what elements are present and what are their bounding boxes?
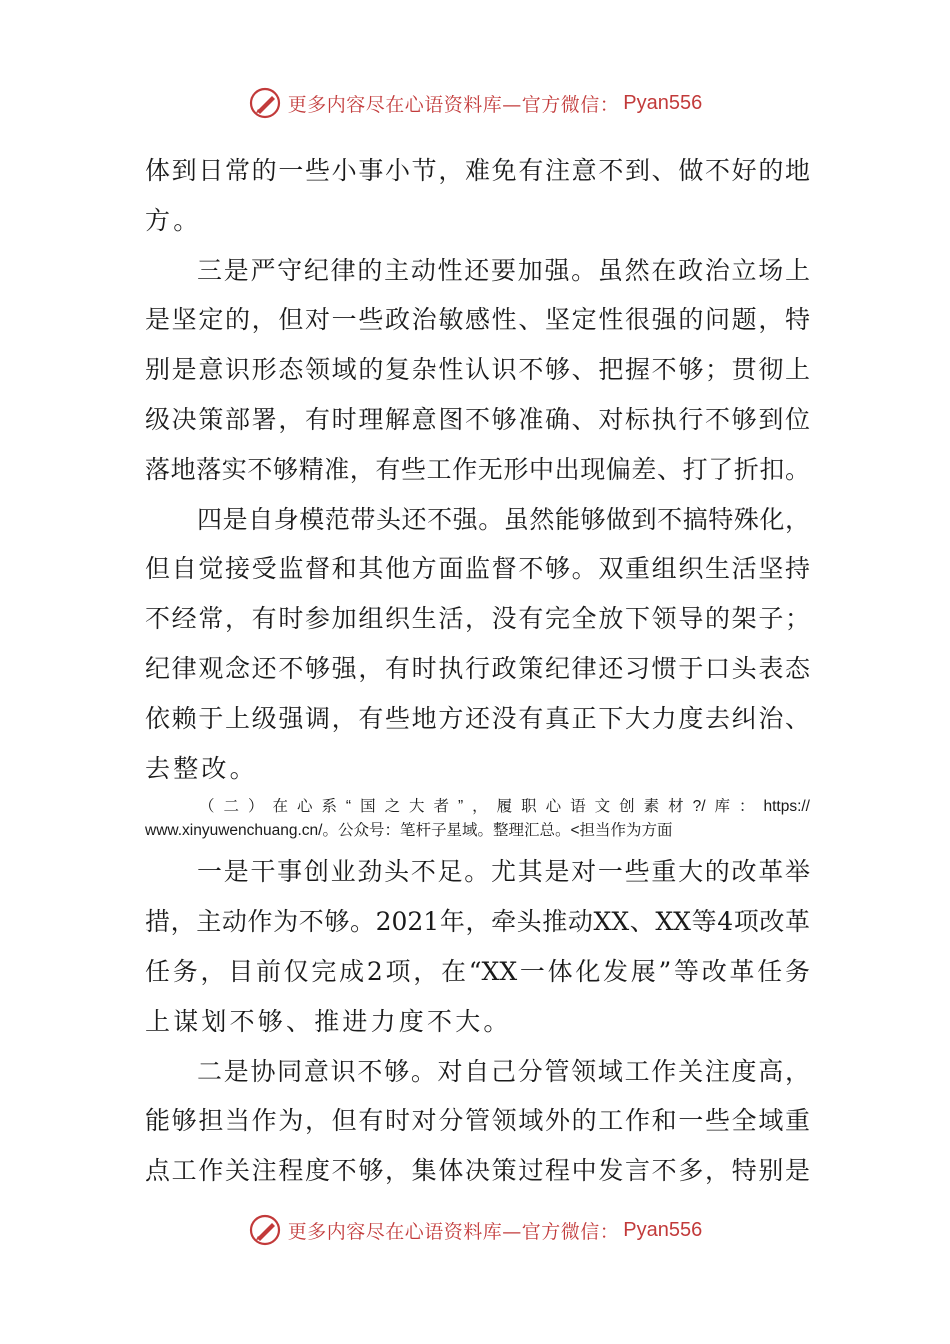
- body-line: 级决策部署，有时理解意图不够准确、对标执行不够到位: [145, 404, 810, 434]
- header-banner-text: 更多内容尽在心语资料库—官方微信：: [287, 93, 620, 116]
- body-line: 是坚定的，但对一些政治敏感性、坚定性很强的问题，特: [145, 305, 810, 335]
- header-banner: [0, 78, 950, 128]
- body-line: 四是自身模范带头还不强。虽然能够做到不搞特殊化，: [197, 504, 810, 534]
- body-line: 一是干事创业劲头不足。尤其是对一些重大的改革举: [197, 857, 810, 887]
- pen-logo-icon: [248, 86, 282, 120]
- body-line: 上谋划不够、推进力度不大。: [145, 1006, 512, 1036]
- inserted-notice: [145, 795, 810, 843]
- footer-banner-text: 更多内容尽在心语资料库—官方微信：: [287, 1220, 620, 1243]
- body-line: 方。: [145, 205, 202, 235]
- footer-banner: [0, 1205, 950, 1255]
- body-line: 纪律观念还不够强，有时执行政策纪律还习惯于口头表态: [145, 653, 810, 683]
- header-banner-id: Pyan556: [623, 91, 703, 114]
- body-line: 依赖于上级强调，有些地方还没有真正下大力度去纠治、: [145, 703, 810, 733]
- footer-banner-id: Pyan556: [623, 1218, 703, 1241]
- body-line: 能够担当作为，但有时对分管领域外的工作和一些全域重: [145, 1106, 810, 1136]
- body-line: 点工作关注程度不够，集体决策过程中发言不多，特别是: [145, 1156, 810, 1186]
- document-body: [145, 146, 810, 1196]
- inserted-notice-line: （二）在心系“国之大者”，履职心语文创素材?/库：https://: [199, 798, 810, 816]
- body-line: 别是意识形态领域的复杂性认识不够、把握不够；贯彻上: [145, 355, 810, 385]
- body-line: 落地落实不够精准，有些工作无形中出现偏差、打了折扣。: [145, 454, 810, 484]
- inserted-notice-line: www.xinyuwenchuang.cn/。公众号：笔杆子星域。整理汇总。<担当作为方面: [145, 822, 673, 840]
- body-line: 不经常，有时参加组织生活，没有完全放下领导的架子；: [145, 604, 810, 634]
- body-line: 但自觉接受监督和其他方面监督不够。双重组织生活坚持: [145, 554, 810, 584]
- body-line: 任务，目前仅完成2项，在“XX一体化发展”等改革任务: [145, 956, 810, 986]
- body-line: 措，主动作为不够。2021年，牵头推动XX、XX等4项改革: [145, 907, 810, 937]
- body-line: 去整改。: [145, 753, 258, 783]
- body-line: 二是协同意识不够。对自己分管领域工作关注度高，: [197, 1056, 810, 1086]
- pen-logo-icon: [248, 1213, 282, 1247]
- body-line: 体到日常的一些小事小节，难免有注意不到、做不好的地: [145, 156, 810, 185]
- body-line: 三是严守纪律的主动性还要加强。虽然在政治立场上: [197, 255, 810, 285]
